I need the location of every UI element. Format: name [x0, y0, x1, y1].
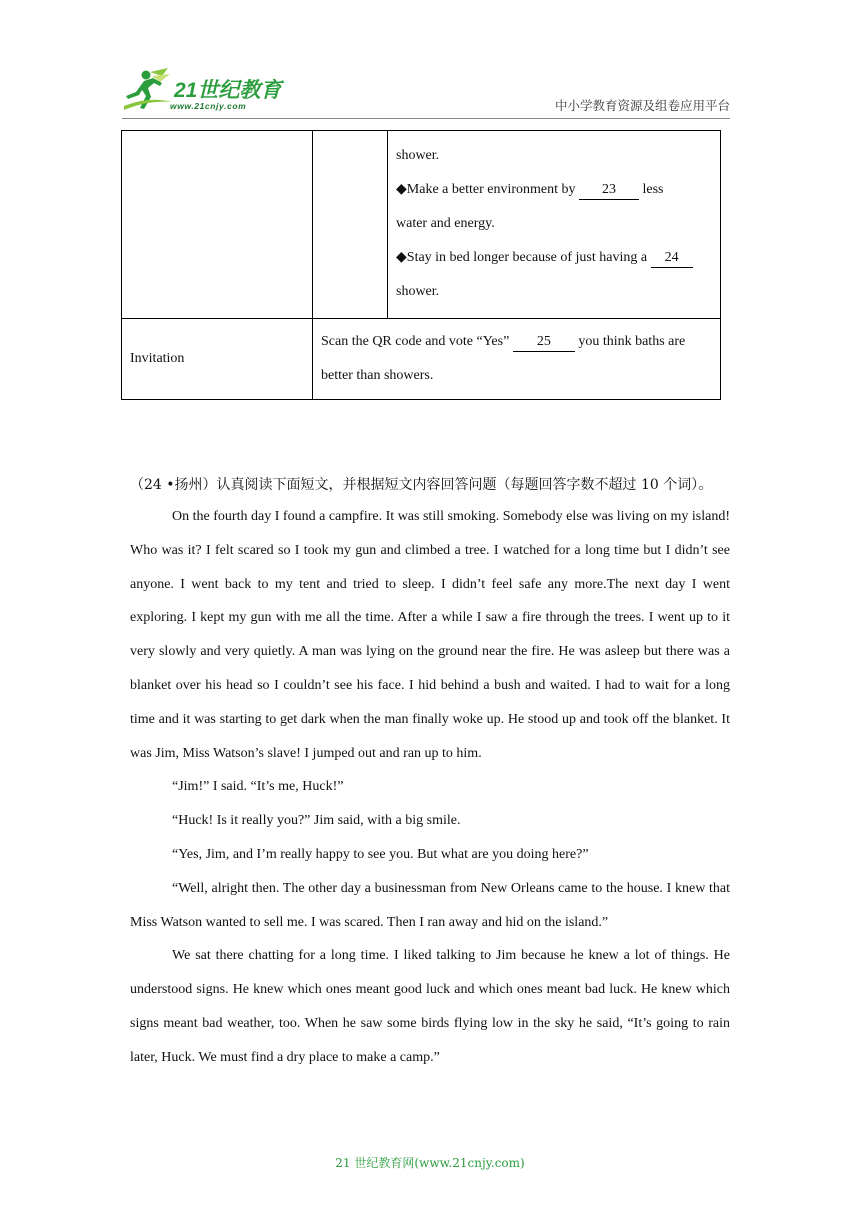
table-row	[122, 319, 721, 400]
paragraph: “Well, alright then. The other day a businessman from New Orleans came to the house. I knew that Miss Watson wanted to sell me. I was scared. Then I ran away and hid on the island.”	[130, 880, 730, 930]
logo-text: 21世纪教育	[174, 79, 282, 102]
blank-24: 24	[651, 249, 693, 268]
page-footer: 21 世纪教育网(www.21cnjy.com)	[335, 1156, 525, 1170]
reading-passage	[130, 500, 730, 1075]
blank-23: 23	[579, 181, 639, 200]
platform-title: 中小学教育资源及组卷应用平台	[554, 98, 730, 113]
text-line: water and energy.	[396, 216, 495, 231]
invitation-label: Invitation	[122, 319, 313, 400]
bullet-item: ◆Stay in bed longer because of just having a 24	[396, 241, 712, 275]
text-line: shower.	[396, 148, 440, 163]
diamond-bullet-icon: ◆	[396, 250, 407, 265]
paragraph: “Huck! Is it really you?” Jim said, with a big smile.	[172, 813, 461, 829]
table-cell	[388, 131, 721, 319]
table-cell	[122, 131, 313, 319]
info-table	[121, 130, 721, 400]
table-row	[122, 131, 721, 319]
paragraph: On the fourth day I found a campfire. It was still smoking. Somebody else was living on my island! Who was it? I felt scared so I took my gun and climbed a tree. I watched for a long time but I didn’t see anyone. I went back to my tent and tried to sleep. I didn’t feel safe any more.The next day I went exploring. I kept my gun with me all the time. After a while I saw a fire through the trees. I went up to it very slowly and very quietly. A man was lying on the ground near the fire. He was asleep but there was a blanket over his head so I couldn’t see his face. I hid behind a bush and waited. I had to wait for a long time and it was starting to get dark when the man finally woke up. He stood up and took off the blanket. It was Jim, Miss Watson’s slave! I jumped out and ran up to him.	[130, 509, 730, 761]
runner-logo-icon	[122, 66, 174, 112]
logo	[122, 66, 292, 116]
table-cell: Scan the QR code and vote “Yes” 25 you think baths are better than showers.	[313, 319, 721, 400]
text-line: shower.	[396, 284, 440, 299]
paragraph: We sat there chatting for a long time. I liked talking to Jim because he knew a lot of things. He understood signs. He knew which ones meant good luck and which ones meant bad luck. He knew which signs meant bad weather, too. When he saw some birds flying low in the sky he said, “It’s going to rain later, Huck. We must find a dry place to make a camp.”	[130, 948, 730, 1065]
bullet-item: ◆Make a better environment by 23 less	[396, 173, 712, 207]
page-header	[0, 0, 860, 120]
table-cell	[313, 131, 388, 319]
header-divider	[122, 118, 730, 119]
logo-url: www.21cnjy.com	[170, 101, 247, 111]
paragraph: “Jim!” I said. “It’s me, Huck!”	[172, 779, 344, 795]
blank-25: 25	[513, 333, 575, 352]
paragraph: “Yes, Jim, and I’m really happy to see you. But what are you doing here?”	[172, 846, 589, 862]
diamond-bullet-icon: ◆	[396, 182, 407, 197]
question-instruction: （24 •扬州）认真阅读下面短文，并根据短文内容回答问题（每题回答字数不超过 10 个词）。	[130, 477, 713, 493]
